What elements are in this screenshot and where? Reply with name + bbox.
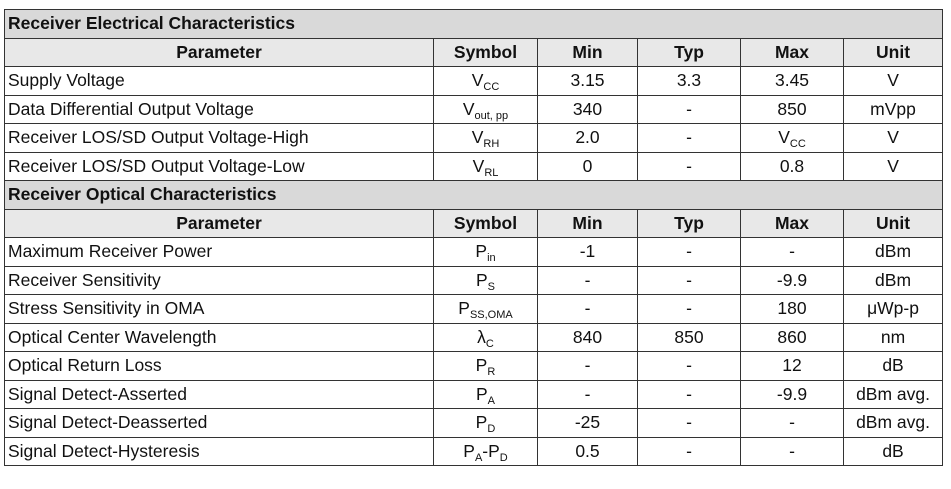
column-header-min: Min: [538, 38, 638, 67]
symbol-main: λ: [477, 326, 486, 347]
symbol-main: P: [475, 355, 488, 376]
table-row: [5, 152, 943, 181]
unit-cell: dBm avg.: [844, 409, 943, 438]
table-row: [5, 67, 943, 96]
symbol-cell: [434, 323, 538, 352]
max-cell: [741, 323, 844, 352]
column-header-parameter: Parameter: [5, 209, 434, 238]
max-cell: [741, 238, 844, 267]
symbol-main: P: [475, 269, 488, 290]
parameter-cell: Stress Sensitivity in OMA: [5, 295, 434, 324]
max-value: 180: [777, 298, 807, 319]
symbol-cell: [434, 409, 538, 438]
max-cell: [741, 437, 844, 466]
parameter-cell: Maximum Receiver Power: [5, 238, 434, 267]
table-row: [5, 323, 943, 352]
symbol-cell: [434, 266, 538, 295]
typ-cell: -: [638, 238, 741, 267]
typ-cell: -: [638, 380, 741, 409]
typ-cell: -: [638, 152, 741, 181]
column-header-symbol: Symbol: [434, 209, 538, 238]
max-value: -9.9: [776, 269, 808, 290]
max-cell: [741, 124, 844, 153]
parameter-cell: Optical Return Loss: [5, 352, 434, 381]
section-title-row: [5, 181, 943, 210]
typ-cell: -: [638, 266, 741, 295]
min-cell: -: [538, 295, 638, 324]
max-value: -: [789, 241, 795, 262]
section-title-row: [5, 10, 943, 39]
parameter-cell: Signal Detect-Deasserted: [5, 409, 434, 438]
max-value: V: [778, 127, 790, 148]
symbol-main-2: -P: [482, 440, 500, 461]
symbol-main: P: [475, 412, 488, 433]
table-row: [5, 437, 943, 466]
typ-cell: -: [638, 95, 741, 124]
max-cell: [741, 352, 844, 381]
column-header-parameter: Parameter: [5, 38, 434, 67]
symbol-cell: [434, 238, 538, 267]
symbol-subscript: D: [487, 423, 496, 436]
max-value: 12: [782, 355, 802, 376]
typ-cell: -: [638, 124, 741, 153]
unit-cell: nm: [844, 323, 943, 352]
parameter-cell: Signal Detect-Hysteresis: [5, 437, 434, 466]
max-cell: [741, 266, 844, 295]
max-cell: [741, 409, 844, 438]
unit-cell: dBm avg.: [844, 380, 943, 409]
symbol-subscript-2: D: [499, 451, 508, 464]
typ-cell: -: [638, 295, 741, 324]
parameter-cell: Receiver Sensitivity: [5, 266, 434, 295]
typ-cell: -: [638, 409, 741, 438]
min-cell: 2.0: [538, 124, 638, 153]
symbol-main: V: [472, 155, 485, 176]
symbol-subscript: S: [487, 280, 496, 293]
table-row: [5, 266, 943, 295]
spec-table: [4, 9, 943, 466]
symbol-subscript: SS,OMA: [469, 309, 513, 322]
symbol-subscript: out, pp: [474, 109, 509, 122]
parameter-cell: Supply Voltage: [5, 67, 434, 96]
table-row: [5, 409, 943, 438]
max-value: -: [789, 412, 795, 433]
spec-table-body: [5, 10, 943, 466]
symbol-cell: [434, 124, 538, 153]
min-cell: -25: [538, 409, 638, 438]
parameter-cell: Signal Detect-Asserted: [5, 380, 434, 409]
max-cell: [741, 67, 844, 96]
max-value: -: [789, 440, 795, 461]
min-cell: -: [538, 352, 638, 381]
symbol-subscript: A: [487, 394, 496, 407]
column-header-max: Max: [741, 209, 844, 238]
symbol-subscript: R: [487, 366, 496, 379]
min-cell: 0: [538, 152, 638, 181]
unit-cell: mVpp: [844, 95, 943, 124]
typ-cell: 3.3: [638, 67, 741, 96]
column-header-typ: Typ: [638, 209, 741, 238]
min-cell: -: [538, 266, 638, 295]
symbol-subscript: RH: [483, 138, 500, 151]
symbol-subscript: RL: [484, 166, 499, 179]
unit-cell: dB: [844, 437, 943, 466]
unit-cell: V: [844, 124, 943, 153]
unit-cell: dBm: [844, 266, 943, 295]
max-value: 3.45: [774, 70, 810, 91]
typ-cell: -: [638, 352, 741, 381]
column-header-typ: Typ: [638, 38, 741, 67]
column-header-row: [5, 38, 943, 67]
table-row: [5, 295, 943, 324]
table-row: [5, 238, 943, 267]
min-cell: 3.15: [538, 67, 638, 96]
min-cell: 840: [538, 323, 638, 352]
symbol-subscript: CC: [483, 81, 500, 94]
parameter-cell: Receiver LOS/SD Output Voltage-High: [5, 124, 434, 153]
min-cell: -: [538, 380, 638, 409]
parameter-cell: Receiver LOS/SD Output Voltage-Low: [5, 152, 434, 181]
table-row: [5, 380, 943, 409]
unit-cell: dBm: [844, 238, 943, 267]
unit-cell: V: [844, 152, 943, 181]
table-row: [5, 352, 943, 381]
parameter-cell: Data Differential Output Voltage: [5, 95, 434, 124]
symbol-cell: [434, 380, 538, 409]
column-header-unit: Unit: [844, 38, 943, 67]
symbol-main: V: [462, 98, 475, 119]
column-header-max: Max: [741, 38, 844, 67]
max-value: -9.9: [776, 383, 808, 404]
unit-cell: μWp-p: [844, 295, 943, 324]
symbol-cell: [434, 95, 538, 124]
section-title: Receiver Electrical Characteristics: [5, 10, 943, 39]
symbol-main: P: [475, 241, 488, 262]
symbol-cell: [434, 67, 538, 96]
section-title: Receiver Optical Characteristics: [5, 181, 943, 210]
column-header-unit: Unit: [844, 209, 943, 238]
max-value: 850: [777, 98, 807, 119]
min-cell: 0.5: [538, 437, 638, 466]
symbol-subscript: C: [485, 337, 494, 350]
min-cell: -1: [538, 238, 638, 267]
max-cell: [741, 380, 844, 409]
symbol-main: P: [463, 440, 475, 461]
table-row: [5, 95, 943, 124]
max-cell: [741, 152, 844, 181]
column-header-row: [5, 209, 943, 238]
column-header-symbol: Symbol: [434, 38, 538, 67]
max-cell: [741, 95, 844, 124]
max-value: 860: [777, 326, 807, 347]
max-subscript: CC: [789, 138, 806, 151]
table-row: [5, 124, 943, 153]
symbol-cell: [434, 437, 538, 466]
max-value: 0.8: [779, 155, 805, 176]
min-cell: 340: [538, 95, 638, 124]
column-header-min: Min: [538, 209, 638, 238]
symbol-subscript: in: [487, 252, 496, 265]
typ-cell: 850: [638, 323, 741, 352]
symbol-cell: [434, 295, 538, 324]
max-cell: [741, 295, 844, 324]
symbol-main: P: [475, 383, 488, 404]
parameter-cell: Optical Center Wavelength: [5, 323, 434, 352]
symbol-main: V: [471, 70, 484, 91]
unit-cell: V: [844, 67, 943, 96]
symbol-cell: [434, 152, 538, 181]
unit-cell: dB: [844, 352, 943, 381]
symbol-main: V: [471, 127, 484, 148]
symbol-subscript: A: [474, 451, 483, 464]
symbol-main: P: [458, 298, 470, 319]
symbol-cell: [434, 352, 538, 381]
typ-cell: -: [638, 437, 741, 466]
